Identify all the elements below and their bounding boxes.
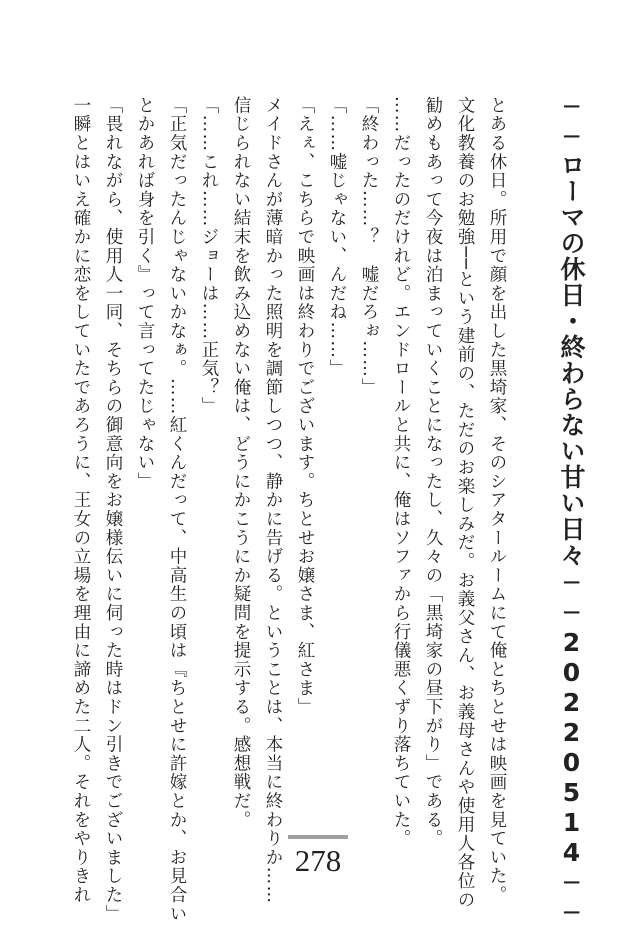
text-line: メイドさんが薄暗かった照明を調節しつつ、静かに告げる。ということは、本当に終わりか…… (263, 96, 283, 905)
dialogue-line: とかあれば身を引く』って言ってたじゃない」 (135, 96, 155, 491)
text-line: 文化教養のお勉強──という建前の、ただのお楽しみだ。お義父さん、お義母さんや使用人各位の (455, 96, 475, 910)
page-divider (288, 835, 348, 839)
text-line: とある休日。所用で顔を出した黒埼家、そのシアタールームにて俺とちとせは映画を見ていた。 (487, 96, 507, 905)
dialogue-line: 「終わった……？ 嘘だろぉ……」 (359, 96, 379, 397)
text-line: 信じられない結末を飲み込めない俺は、どうにかこうにか疑問を提示する。感想戦だ。 (231, 96, 251, 830)
page-number: 278 (294, 843, 342, 878)
dialogue-line: 「正気だったんじゃないかなぁ。……紅くんだって、中高生の頃は『ちとせに許嫁とか、お見合い (167, 96, 187, 924)
dialogue-line: 「畏れながら、使用人一同、そちらの御意向をお嬢様伝いに伺った時はドン引きでございました」 (103, 96, 123, 924)
dialogue-line: 「えぇ、こちらで映画は終わりでございます。ちとせお嬢さま、紅さま」 (295, 96, 315, 717)
text-line: 一瞬とはいえ確かに恋をしていたであろうに、王女の立場を理由に諦めた二人。それをやりきれ (71, 96, 91, 905)
text-line: ……だったのだけれど。エンドロールと共に、俺はソファから行儀悪くずり落ちていた。 (391, 96, 411, 848)
text-line: 勧めもあって今夜は泊まっていくことになったし、久々の「黒埼家の昼下がり」である。 (423, 96, 443, 848)
dialogue-line: 「……これ……ジョーは……正気？」 (199, 96, 219, 416)
dialogue-line: 「……嘘じゃない、んだね……」 (327, 96, 347, 378)
chapter-title: ──ローマの休日・終わらない甘い日々──20220514── (557, 92, 586, 928)
